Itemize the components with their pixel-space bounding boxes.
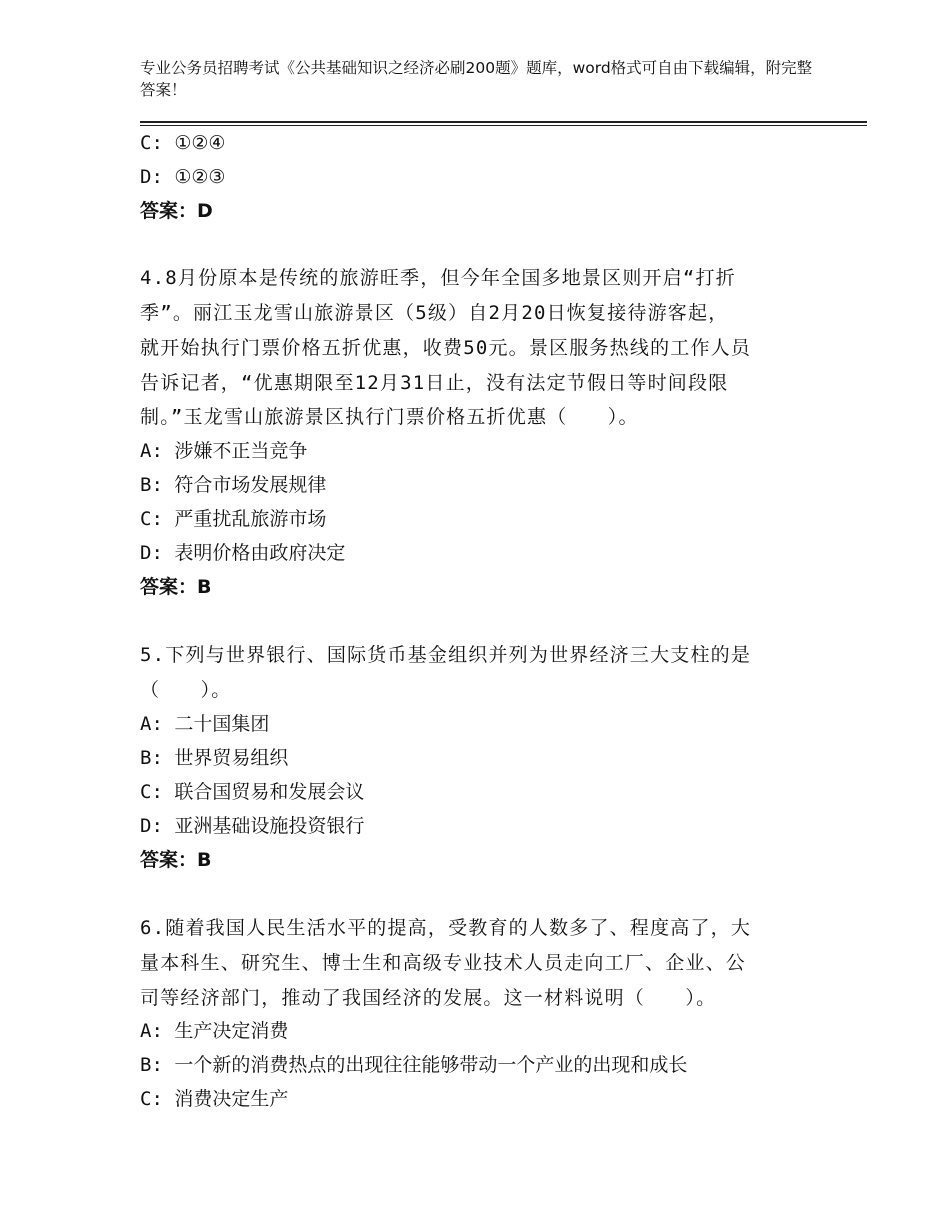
q4-stem-line-1: 4.8月份原本是传统的旅游旺季，但今年全国多地景区则开启“打折 xyxy=(140,267,736,289)
q4-option-c: C: 严重扰乱旅游市场 xyxy=(140,508,327,530)
q3-option-c: C: ①②④ xyxy=(140,132,226,154)
q5-option-b: B: 世界贸易组织 xyxy=(140,747,289,769)
q3-answer: 答案：D xyxy=(140,200,213,222)
header-divider-thin xyxy=(140,125,867,126)
q6-stem-line-3: 司等经济部门，推动了我国经济的发展。这一材料说明（ ）。 xyxy=(140,987,717,1009)
q5-stem-line-2: （ ）。 xyxy=(140,679,232,701)
q4-option-d: D: 表明价格由政府决定 xyxy=(140,542,346,564)
q5-option-c: C: 联合国贸易和发展会议 xyxy=(140,781,365,803)
q4-stem-line-4: 告诉记者，“优惠期限至12月31日止，没有法定节假日等时间段限 xyxy=(140,372,729,394)
q5-stem-line-1: 5.下列与世界银行、国际货币基金组织并列为世界经济三大支柱的是 xyxy=(140,644,752,666)
q5-answer: 答案：B xyxy=(140,849,212,871)
q3-option-d: D: ①②③ xyxy=(140,166,226,188)
q6-option-b: B: 一个新的消费热点的出现往往能够带动一个产业的出现和成长 xyxy=(140,1054,688,1076)
q5-option-a: A: 二十国集团 xyxy=(140,713,270,735)
document-header: 专业公务员招聘考试《公共基础知识之经济必刷200题》题库，word格式可自由下载编辑，附完整答案！ xyxy=(140,59,813,99)
q5-option-d: D: 亚洲基础设施投资银行 xyxy=(140,815,365,837)
q4-stem-line-2: 季”。丽江玉龙雪山旅游景区（5级）自2月20日恢复接待游客起， xyxy=(140,302,729,324)
q4-option-b: B: 符合市场发展规律 xyxy=(140,474,327,496)
q6-option-a: A: 生产决定消费 xyxy=(140,1020,289,1042)
q4-option-a: A: 涉嫌不正当竞争 xyxy=(140,440,308,462)
q4-stem-line-3: 就开始执行门票价格五折优惠，收费50元。景区服务热线的工作人员 xyxy=(140,337,752,359)
q6-option-c: C: 消费决定生产 xyxy=(140,1088,289,1110)
header-divider xyxy=(140,121,867,123)
q6-stem-line-1: 6.随着我国人民生活水平的提高，受教育的人数多了、程度高了，大 xyxy=(140,917,752,939)
q4-stem-line-5: 制。”玉龙雪山旅游景区执行门票价格五折优惠（ ）。 xyxy=(140,406,639,428)
q4-answer: 答案：B xyxy=(140,576,212,598)
q6-stem-line-2: 量本科生、研究生、博士生和高级专业技术人员走向工厂、企业、公 xyxy=(140,952,747,974)
